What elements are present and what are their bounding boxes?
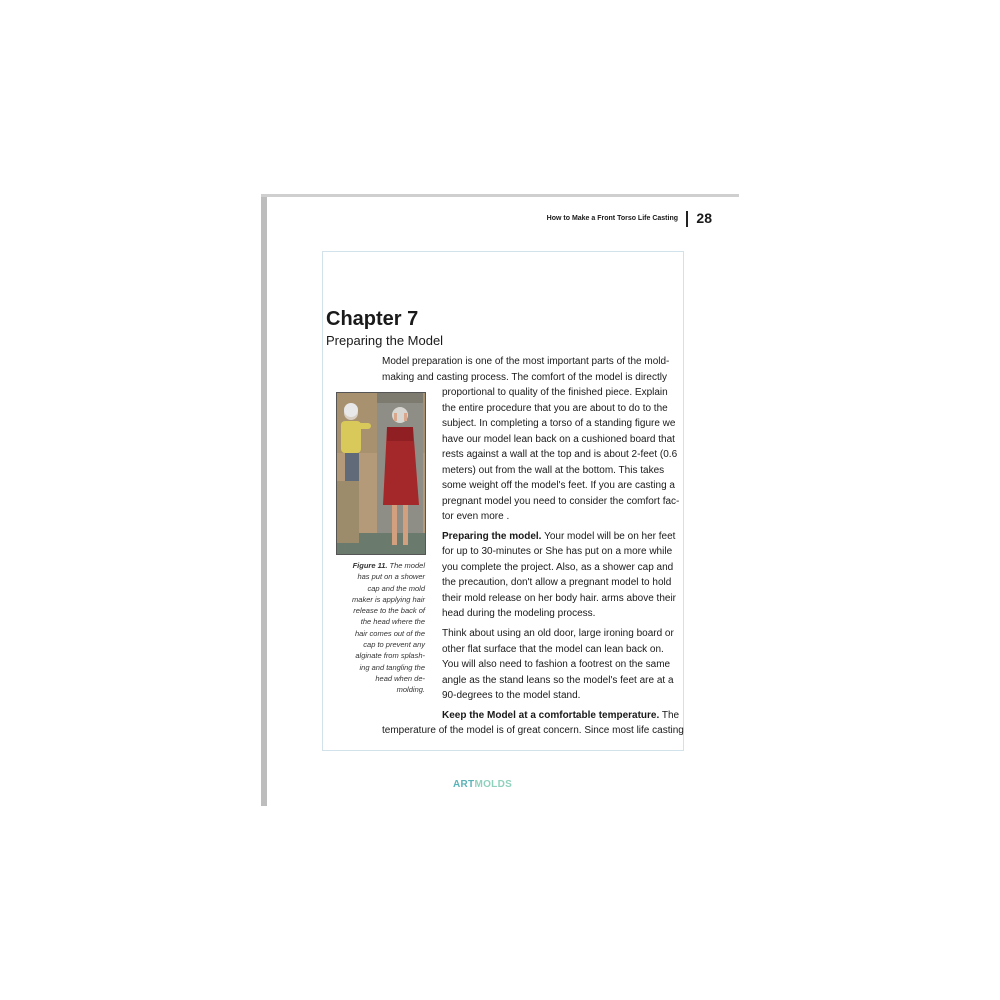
body-line: pregnant model you need to consider the comfort fac- bbox=[442, 496, 680, 507]
body-line: rests against a wall at the top and is about 2-feet (0.6 bbox=[442, 449, 678, 460]
body-line bbox=[442, 529, 675, 545]
artmolds-logo bbox=[453, 779, 512, 790]
body-line: some weight off the model's feet. If you are casting a bbox=[442, 480, 675, 491]
figure-photo bbox=[336, 392, 426, 555]
chapter-subtitle: Preparing the Model bbox=[326, 333, 444, 348]
logo-molds-text: MOLDS bbox=[474, 779, 513, 790]
running-title: How to Make a Front Torso Life Casting bbox=[546, 215, 678, 222]
body-line: the entire procedure that you are about to do to the bbox=[442, 403, 668, 414]
chapter-title: Chapter 7 bbox=[326, 308, 419, 330]
body-line: making and casting process. The comfort of the model is directly bbox=[382, 372, 667, 383]
temperature-first-rest: The bbox=[659, 710, 680, 721]
preparing-heading: Preparing the model. bbox=[442, 531, 542, 542]
body-line: their mold release on her body hair. arms above their bbox=[442, 593, 677, 604]
body-line: tor even more . bbox=[442, 511, 510, 522]
page-number: 28 bbox=[696, 210, 712, 226]
body-line: Model preparation is one of the most important parts of the mold- bbox=[382, 356, 670, 367]
body-line: have our model lean back on a cushioned board that bbox=[442, 434, 675, 445]
body-line: subject. In completing a torso of a standing figure we bbox=[442, 418, 676, 429]
body-line: You will also need to fashion a footrest on the same bbox=[442, 659, 671, 670]
body-line: other flat surface that the model can lean back on. bbox=[442, 644, 664, 655]
body-line: you complete the project. Also, as a shower cap and bbox=[442, 562, 674, 573]
body-line: for up to 30-minutes or She has put on a more while bbox=[442, 546, 673, 557]
body-line: the precaution, don't allow a pregnant model to hold bbox=[442, 577, 672, 588]
logo-art-text: ART bbox=[453, 779, 475, 790]
body-line: meters) out from the wall at the bottom. This takes bbox=[442, 465, 665, 476]
body-line: angle as the stand leans so the model's feet are at a bbox=[442, 675, 674, 686]
body-line: proportional to quality of the finished piece. Explain bbox=[442, 387, 668, 398]
temperature-heading: Keep the Model at a comfortable temperature. bbox=[442, 710, 660, 721]
body-line bbox=[442, 708, 679, 724]
figure-caption-text: The model has put on a shower cap and the mold maker is applying hair release to the back of the head where the hair comes out of the cap to prevent any alginate from splash- ing and tangling the head when de- molding. bbox=[352, 561, 425, 695]
figure-illustration bbox=[337, 393, 426, 555]
body-line: head during the modeling process. bbox=[442, 608, 596, 619]
figure-caption bbox=[334, 560, 425, 696]
body-line: temperature of the model is of great concern. Since most life casting bbox=[382, 725, 684, 736]
preparing-first-rest: Your model will be on her feet bbox=[541, 531, 676, 542]
body-line: 90-degrees to the model stand. bbox=[442, 690, 581, 701]
figure-label: Figure 11. bbox=[352, 561, 388, 570]
header-divider bbox=[686, 211, 688, 227]
running-header bbox=[267, 209, 712, 229]
body-line: Think about using an old door, large ironing board or bbox=[442, 628, 674, 639]
